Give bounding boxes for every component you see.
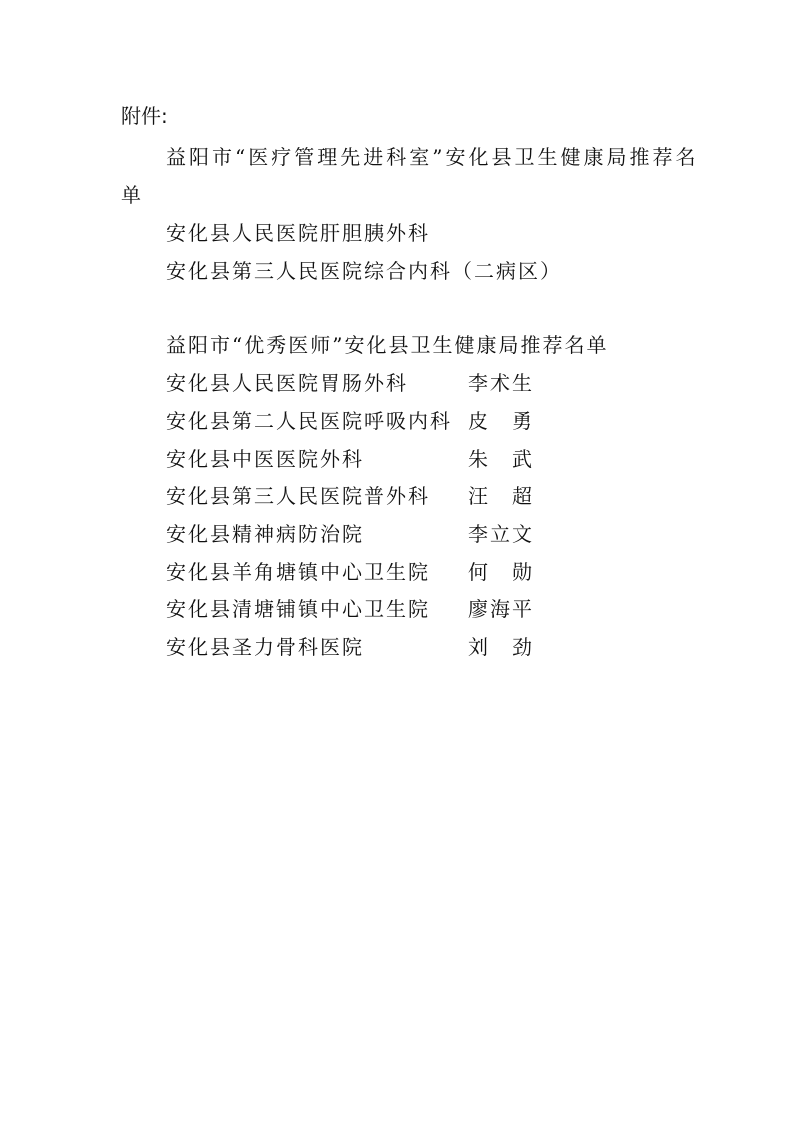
doctor-name: 朱 武 (468, 447, 534, 471)
department-item: 安化县人民医院肝胆胰外科 (166, 221, 430, 245)
doctor-name: 刘 劲 (468, 635, 534, 659)
section1-title-line2: 单 (121, 183, 143, 207)
doctor-unit: 安化县圣力骨科医院 (166, 635, 364, 659)
doctor-name: 汪 超 (468, 484, 534, 508)
section2-title: 益阳市“优秀医师”安化县卫生健康局推荐名单 (166, 333, 609, 357)
doctor-name: 李立文 (468, 522, 534, 546)
doctor-unit: 安化县第二人民医院呼吸内科 (166, 409, 452, 433)
doctor-unit: 安化县第三人民医院普外科 (166, 484, 430, 508)
doctor-unit: 安化县中医医院外科 (166, 447, 364, 471)
doctor-name: 何 勋 (468, 560, 534, 584)
attachment-label: 附件: (121, 104, 168, 128)
doctor-unit: 安化县精神病防治院 (166, 522, 364, 546)
doctor-unit: 安化县清塘铺镇中心卫生院 (166, 597, 430, 621)
doctor-name: 廖海平 (468, 597, 534, 621)
doctor-name: 李术生 (468, 371, 534, 395)
doctor-unit: 安化县人民医院胃肠外科 (166, 371, 408, 395)
section1-title-line1: 益阳市“医疗管理先进科室”安化县卫生健康局推荐名 (166, 145, 699, 169)
doctor-name: 皮 勇 (468, 409, 534, 433)
doctor-unit: 安化县羊角塘镇中心卫生院 (166, 560, 430, 584)
department-item: 安化县第三人民医院综合内科（二病区） (166, 259, 562, 283)
